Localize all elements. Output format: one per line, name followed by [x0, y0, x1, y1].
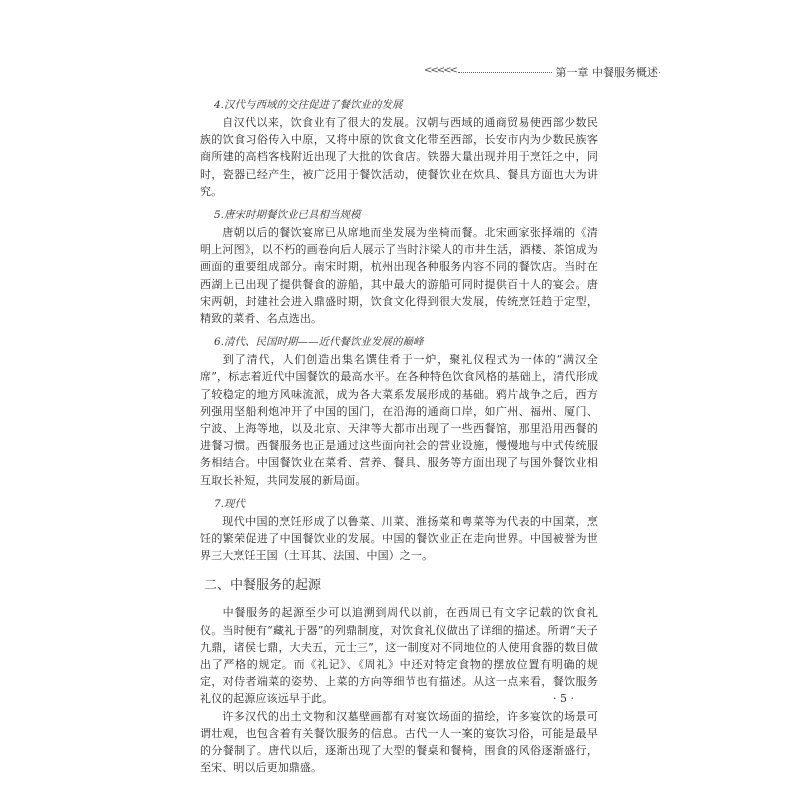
- section-heading: 6.清代、民国时期——近代餐饮业发展的巅峰: [214, 336, 424, 349]
- paragraph: 自汉代以来，饮食业有了很大的发展。汉朝与西域的通商贸易使西部少数民族的饮食习俗传入中原，又将中原的饮食文化带至西部，长安市内为少数民族客商所建的高档客栈附近出现了大批的饮食店。铁器大量出现并用于烹饪之中，同时，瓷器已经产生，被广泛用于餐饮活动，使餐饮业在炊具、餐具方面也大为讲究。: [200, 116, 598, 198]
- page-body: [200, 96, 598, 777]
- section-heading: 7.现代: [214, 497, 246, 510]
- section-heading: 4.汉代与西域的交往促进了餐饮业的发展: [214, 99, 403, 111]
- paragraph: 唐朝以后的餐饮宴席已从席地而坐发展为坐椅而餐。北宋画家张择端的《清明上河图》，以不朽的画卷向后人展示了当时汴梁人的市井生活，酒楼、茶馆成为画面的重要组成部分。南宋时期，杭州出现各种服务内容不同的餐饮店。当时在西湖上已出现了提供餐食的游船，其中最大的游船可同时提供百十人的宴会。唐宋两朝，封建社会进入鼎盛时期，饮食文化得到很大发展，传统烹饪趋于定型，精致的菜肴、名点选出。: [200, 226, 598, 326]
- paragraph: 到了清代，人们创造出集名馔佳肴于一炉，聚礼仪程式为一体的“满汉全席”，标志着近代中国餐饮的最高水平。在各种特色饮食风格的基础上，清代形成了较稳定的地方风味流派，成为各大菜系发展形成的基础。鸦片战争之后，西方列强用坚船利炮冲开了中国的国门，在沿海的通商口岸，如广州、福州、厦门、宁波、上海等地，以及北京、天津等大都市出现了一些西餐馆，那里沿用西餐的进餐习惯。西餐服务也正是通过这些面向社会的营业设施，慢慢地与中式传统服务相结合。中国餐饮业在菜肴、营养、餐具、服务等方面出现了与国外餐饮业相互取长补短，共同发展的新局面。: [200, 353, 598, 487]
- paragraph: 现代中国的烹饪形成了以鲁菜、川菜、淮扬菜和粤菜等为代表的中国菜，烹饪的繁荣促进了中国餐饮业的发展。中国的餐饮业正在走向世界。中国被誉为世界三大烹饪王国（土耳其、法国、中国）之一。: [200, 514, 598, 563]
- section-title: 二、中餐服务的起源: [204, 578, 322, 594]
- page-number: · 5 ·: [553, 692, 574, 705]
- running-header: [424, 64, 660, 80]
- paragraph: 许多汉代的出土文物和汉墓壁画都有对宴饮场面的描绘，许多宴饮的场景可谓壮观，也包含着有关餐饮服务的信息。古代一人一案的宴饮习俗，可能是最早的分餐制了。唐代以后，逐渐出现了大型的餐桌和餐椅，围食的风俗逐渐盛行，至宋、明以后更加鼎盛。: [200, 709, 598, 775]
- header-arrows: <<<<<: [424, 65, 456, 76]
- paragraph: 中餐服务的起源至少可以追溯到周代以前，在西周已有文字记载的饮食礼仪。当时便有“藏礼于器”的列鼎制度，对饮食礼仪做出了详细的描述。所谓“天子九鼎，诸侯七鼎，大夫五，元士三”，这一制度对不同地位的人使用食器的数目做出了严格的规定。而《礼记》、《周礼》中还对特定食物的摆放位置有明确的规定，对侍者端菜的姿势、上菜的方向等细节也有描述。从这一点来看，餐饮服务礼仪的起源应该远早于此。: [200, 606, 598, 706]
- section-heading: 5.唐宋时期餐饮业已具相当规模: [214, 209, 361, 222]
- chapter-title: 第一章 中餐服务概述: [552, 64, 659, 80]
